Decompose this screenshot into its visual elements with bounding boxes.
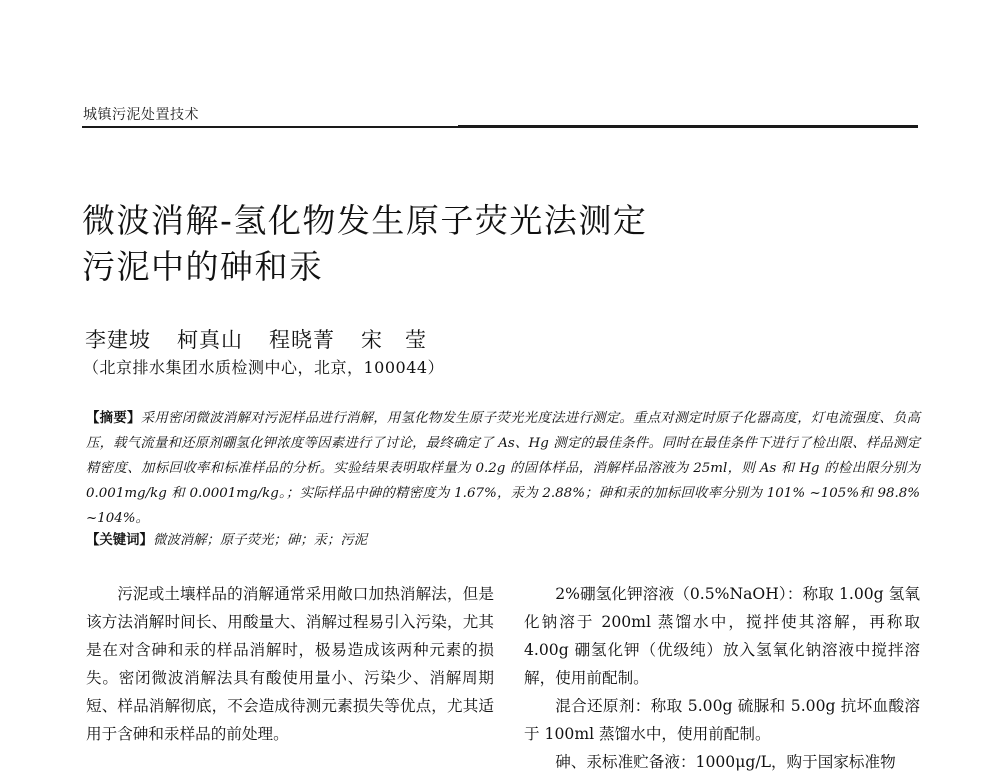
article-title-line-1: 微波消解-氢化物发生原子荧光法测定	[82, 201, 648, 240]
keywords-label: 【关键词】	[86, 532, 153, 548]
abstract-label: 【摘要】	[86, 410, 141, 426]
body-column-left	[86, 580, 494, 748]
keywords	[86, 528, 920, 553]
body-paragraph: 2%硼氢化钾溶液（0.5%NaOH）：称取 1.00g 氢氧化钠溶于 200ml 蒸馏水中，搅拌使其溶解，再称取 4.00g 硼氢化钾（优级纯）放入氢氧化钠溶液中搅拌溶解，使用前配制。	[524, 585, 920, 687]
body-paragraph: 混合还原剂：称取 5.00g 硫脲和 5.00g 抗坏血酸溶于 100ml 蒸馏水中，使用前配制。	[524, 697, 920, 743]
author-name: 柯真山	[177, 328, 243, 352]
author-name: 宋 莹	[361, 328, 427, 352]
article-title	[82, 198, 802, 290]
body-column-right	[524, 580, 920, 776]
author-affiliation: （北京排水集团水质检测中心，北京，100044）	[83, 358, 445, 377]
header-rule	[82, 126, 918, 128]
body-paragraph: 污泥或土壤样品的消解通常采用敞口加热消解法，但是该方法消解时间长、用酸量大、消解过程易引入污染，尤其是在对含砷和汞的样品消解时，极易造成该两种元素的损失。密闭微波消解法具有酸使用量小、污染少、消解周期短、样品消解彻底，不会造成待测元素损失等优点，尤其适用于含砷和汞样品的前处理。	[86, 585, 494, 743]
author-list	[85, 324, 427, 354]
abstract	[86, 406, 920, 531]
author-name: 程晓菁	[269, 328, 335, 352]
author-name: 李建坡	[85, 328, 151, 352]
keywords-text: 微波消解；原子荧光；砷；汞；污泥	[152, 533, 368, 548]
article-title-line-2: 污泥中的砷和汞	[82, 247, 324, 286]
journal-section-header: 城镇污泥处置技术	[83, 107, 199, 123]
body-paragraph: 砷、汞标准贮备液：1000μg/L，购于国家标准物	[555, 753, 896, 771]
abstract-text: 采用密闭微波消解对污泥样品进行消解，用氢化物发生原子荧光光度法进行测定。重点对测定时原子化器高度，灯电流强度、负高压，载气流量和还原剂硼氢化钾浓度等因素进行了讨论，最终确定了 As、Hg 测定的最佳条件。同时在最佳条件下进行了检出限、样品测定精密度、加标回收率和标准样品的分析。实验结果表明取样量为 0.2g 的固体样品，消解样品溶液为 25ml，则 As 和 Hg 的检出限分别为 0.001mg/kg 和 0.0001mg/kg。；实际样品中砷的精密度为 1.67%，汞为 2.88%；砷和汞的加标回收率分别为 101% ~105%和 98.8% ~104%。	[86, 411, 921, 526]
